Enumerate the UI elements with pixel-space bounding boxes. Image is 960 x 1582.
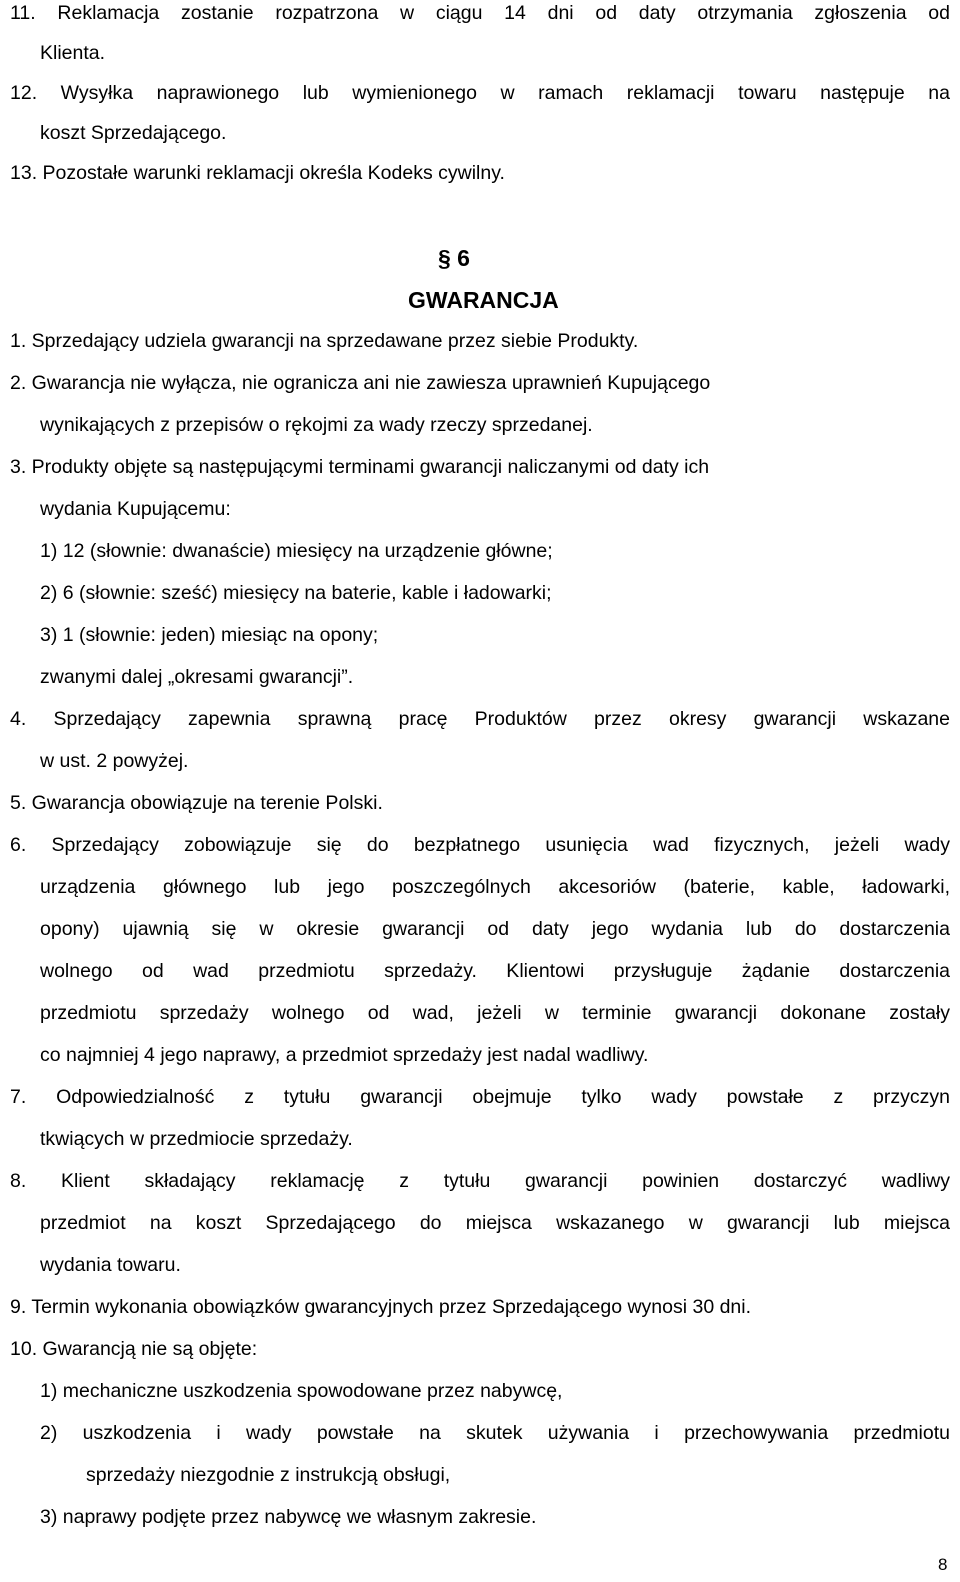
paragraph-line: 10. Gwarancją nie są objęte: xyxy=(10,1338,258,1360)
paragraph-line: 5. Gwarancja obowiązuje na terenie Polski. xyxy=(10,792,383,814)
paragraph-line: zwanymi dalej „okresami gwarancji”. xyxy=(40,666,354,688)
list-item: 3) naprawy podjęte przez nabywcę we własnym zakresie. xyxy=(40,1506,537,1528)
paragraph-line: wynikających z przepisów o rękojmi za wady rzeczy sprzedanej. xyxy=(40,414,593,436)
paragraph-line: wolnego od wad przedmiotu sprzedaży. Klientowi przysługuje żądanie dostarczenia xyxy=(40,960,950,982)
paragraph-line: 4. Sprzedający zapewnia sprawną pracę Produktów przez okresy gwarancji wskazane xyxy=(10,708,950,730)
list-item: 2) 6 (słownie: sześć) miesięcy na baterie, kable i ładowarki; xyxy=(40,582,552,604)
list-item: 2) uszkodzenia i wady powstałe na skutek używania i przechowywania przedmiotu xyxy=(40,1422,950,1444)
paragraph-line: 11. Reklamacja zostanie rozpatrzona w ciągu 14 dni od daty otrzymania zgłoszenia od xyxy=(10,2,950,24)
list-item: 1) mechaniczne uszkodzenia spowodowane przez nabywcę, xyxy=(40,1380,563,1402)
paragraph-line: 12. Wysyłka naprawionego lub wymienionego w ramach reklamacji towaru następuje na xyxy=(10,82,950,104)
paragraph-line: 7. Odpowiedzialność z tytułu gwarancji obejmuje tylko wady powstałe z przyczyn xyxy=(10,1086,950,1108)
section-title: GWARANCJA xyxy=(408,287,559,313)
paragraph-line: opony) ujawnią się w okresie gwarancji od daty jego wydania lub do dostarczenia xyxy=(40,918,950,940)
list-item: sprzedaży niezgodnie z instrukcją obsługi, xyxy=(86,1464,451,1486)
paragraph-line: 6. Sprzedający zobowiązuje się do bezpłatnego usunięcia wad fizycznych, jeżeli wady xyxy=(10,834,950,856)
paragraph-line: Klienta. xyxy=(40,42,106,64)
paragraph-line: wydania Kupującemu: xyxy=(40,498,231,520)
paragraph-line: 2. Gwarancja nie wyłącza, nie ogranicza ani nie zawiesza uprawnień Kupującego xyxy=(10,372,711,394)
paragraph-line: 9. Termin wykonania obowiązków gwarancyjnych przez Sprzedającego wynosi 30 dni. xyxy=(10,1296,752,1318)
paragraph-line: przedmiot na koszt Sprzedającego do miejsca wskazanego w gwarancji lub miejsca xyxy=(40,1212,950,1234)
paragraph-line: urządzenia głównego lub jego poszczególnych akcesoriów (baterie, kable, ładowarki, xyxy=(40,876,950,898)
paragraph-line: 13. Pozostałe warunki reklamacji określa Kodeks cywilny. xyxy=(10,162,505,184)
list-item: 3) 1 (słownie: jeden) miesiąc na opony; xyxy=(40,624,379,646)
paragraph-line: tkwiących w przedmiocie sprzedaży. xyxy=(40,1128,353,1150)
paragraph-line: koszt Sprzedającego. xyxy=(40,122,227,144)
paragraph-line: 1. Sprzedający udziela gwarancji na sprzedawane przez siebie Produkty. xyxy=(10,330,639,352)
paragraph-line: w ust. 2 powyżej. xyxy=(40,750,189,772)
paragraph-line: co najmniej 4 jego naprawy, a przedmiot sprzedaży jest nadal wadliwy. xyxy=(40,1044,649,1066)
paragraph-line: 3. Produkty objęte są następującymi terminami gwarancji naliczanymi od daty ich xyxy=(10,456,710,478)
paragraph-line: wydania towaru. xyxy=(40,1254,181,1276)
page-number: 8 xyxy=(938,1555,948,1574)
paragraph-line: 8. Klient składający reklamację z tytułu gwarancji powinien dostarczyć wadliwy xyxy=(10,1170,950,1192)
list-item: 1) 12 (słownie: dwanaście) miesięcy na urządzenie główne; xyxy=(40,540,553,562)
paragraph-line: przedmiotu sprzedaży wolnego od wad, jeżeli w terminie gwarancji dokonane zostały xyxy=(40,1002,950,1024)
section-number: § 6 xyxy=(438,245,470,271)
